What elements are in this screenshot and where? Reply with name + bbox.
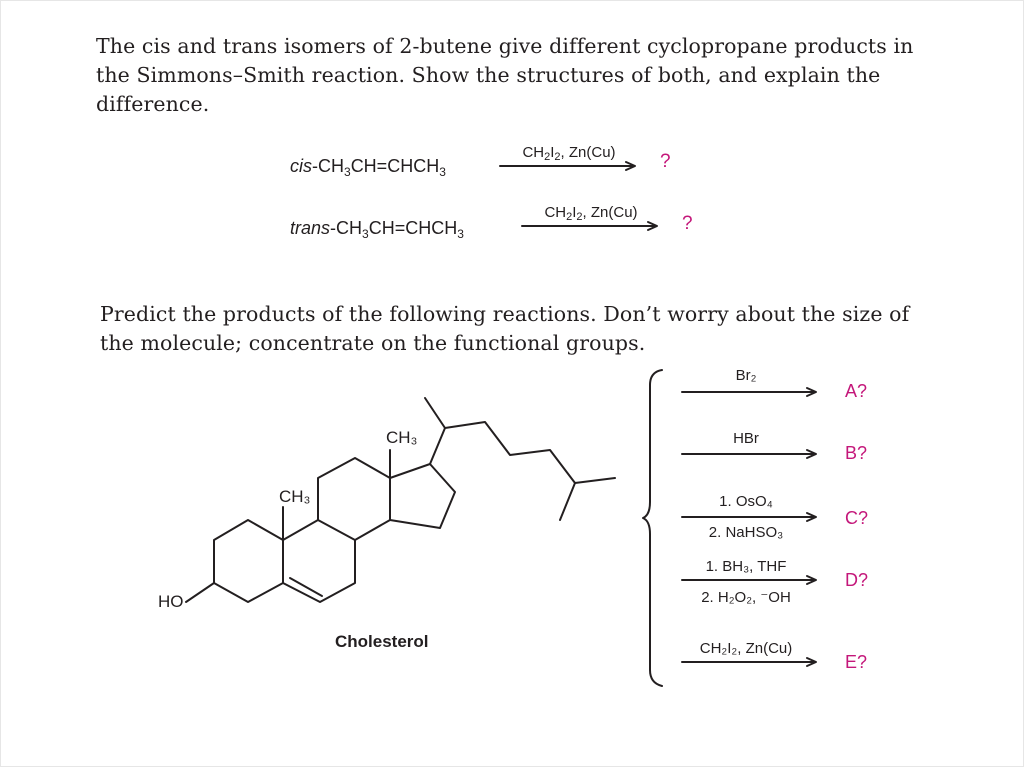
problem1-text: The cis and trans isomers of 2-butene give different cyclopropane products in the Simmons–Smith reaction. Show the structures of both, and explain the difference. [96, 34, 914, 116]
reagent-c-top: 1. OsO₄ [719, 493, 773, 510]
cis-reagent: $CH_2I_2$, Zn(Cu) [522, 144, 616, 163]
cis-formula: $-CH_3CH=CHCH_3$ [312, 156, 446, 179]
reagent-d-top: 1. BH₃, THF [705, 558, 787, 575]
product-e: E? [845, 652, 868, 672]
trans-formula: $-CH_3CH=CHCH_3$ [330, 218, 464, 241]
reaction-brace [643, 370, 662, 686]
cis-prefix: cis [290, 156, 312, 176]
reagent-b: HBr [733, 430, 759, 447]
ch3-label-mid: CH₃ [279, 487, 311, 506]
molecule-name: Cholesterol [335, 632, 429, 651]
reagent-c-bottom: 2. NaHSO₃ [708, 524, 784, 541]
product-a: A? [845, 381, 868, 401]
trans-question-mark: ? [682, 213, 693, 234]
product-c: C? [845, 508, 869, 528]
ho-label: HO [158, 592, 184, 611]
ch3-label-top: CH₃ [386, 428, 418, 447]
reagent-d-bottom: 2. H₂O₂, ⁻OH [701, 589, 791, 606]
reagent-e: CH₂I₂, Zn(Cu) [699, 640, 793, 657]
trans-reagent: $CH_2I_2$, Zn(Cu) [544, 204, 638, 223]
reagent-a: Br₂ [735, 367, 757, 384]
product-b: B? [845, 443, 868, 463]
cis-question-mark: ? [660, 151, 671, 172]
problem2-text: Predict the products of the following reactions. Don’t worry about the size of the molecule; concentrate on the functional groups. [100, 302, 910, 355]
product-d: D? [845, 570, 869, 590]
trans-prefix: trans [290, 218, 331, 238]
